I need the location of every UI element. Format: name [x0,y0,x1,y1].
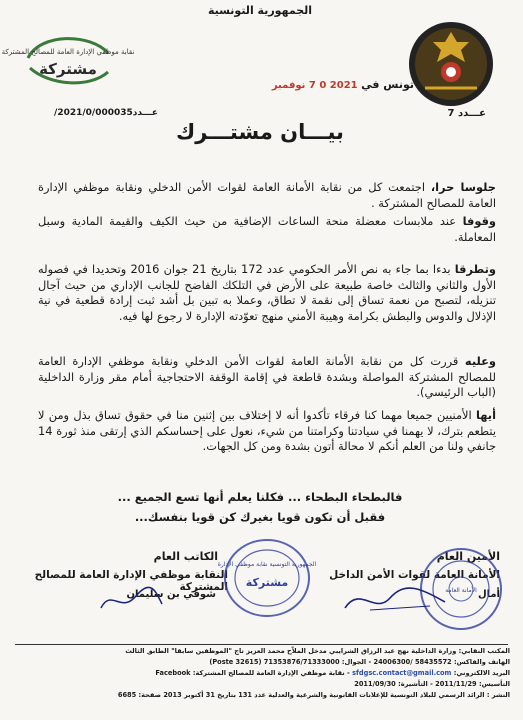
paragraph-5-lead: أيها [476,408,496,422]
footer-founding: التأسيس: 2011/11/29 - التأشيرة: 2011/09/30 [354,680,510,688]
signature-right [340,580,450,620]
paragraph-2 [38,214,496,245]
footer-facebook: - نقابة موظفي الإدارة العامة للمصالح المشتركة: Facebook [155,669,353,677]
paragraph-3-lead: وتطرقا [454,262,497,276]
union-stamp [217,536,317,620]
paragraph-4 [38,354,496,401]
general-writer-title: الكاتب العام [153,550,218,563]
paragraph-4-lead: وعليه [464,354,496,368]
paragraph-1-lead: جلوسا حرا، [430,180,496,194]
slogan-1: فالبطحاء البطحاء ... فكلنا يعلم أنها تسع الجميع ... [117,490,403,504]
secretary-general-name: أمال [477,589,500,600]
union-logo-text: نقابة موظفي الإدارة العامة للمصالح المشتركة [1,48,135,56]
paragraph-1-text: اجتمعت كل من نقابة الأمانة العامة لقوات الأمن الدخلي ونقابة موظفي الإدارة العامة للمصالح المشتركة . [38,180,496,210]
reference-number-right: عـــدد 7 [447,108,486,119]
slogan-2: فقبل أن تكون قويا بغيرك كن قويا بنفسك... [134,510,386,524]
footer-phone: الهاتف والفاكس: 58435572 /24006300 - الجوال: 71353876/71333000 (Poste 32615) [209,658,510,666]
secretary-general-title: الأمين العام [436,550,500,563]
paragraph-3-text: بدءا بما جاء به نص الأمر الحكومي عدد 172 بتاريخ 21 جوان 2016 وتحديدا في فصوله الأول والثاني والثالث خاصة طبيعة على الأرض في التلكك الفاضح للجانب الإداري من حيث آجال تنزيله، لتصبح من نعمة تساق إلى نقمة لا تطاق، وعملا به تبين بل أشد ثبت إرادة قطعية في نية الإذلال والدوس والبطش بكرامة وهيبة الأمني منهج تعوّدته الإدارة لا رجوع لها فيه. [38,262,496,323]
footer-address: المكتب النقابي: وزارة الداخلية نهج عبد الرزاق الشرايبي مدخل الملاّح محمد العزيز تاج "الموظفين سابقا" الطابق الثالث [125,647,510,655]
date-city: تونس في [361,78,414,91]
paragraph-5-text: الأمنيين جميعا مهما كنا فرقاء تأكدوا أنه لا إختلاف بين إثنين منا في حقوق تساق بذل ومن لا يتطعم بترك، لا يهمنا في سيادتنا وكرامتنا من شيء، نعول على إحساسكم الذي إرتقى منذ ثورة 14 جانفي ولنا من العلم أنكم لا محالة أتون بشدة ومن كل الجهات. [38,408,496,454]
footer-email-link[interactable]: sfdgsc.contact@gmail.com [352,669,452,677]
union-stamp-word: مشتركة [245,576,289,589]
republic-header: الجمهورية التونسية [207,4,313,17]
signature-left [96,584,166,618]
reference-number-left: عـــدد2021/0/000035/ [54,108,158,118]
footer-email-label: البريد الالكتروني: [451,669,510,677]
general-writer-org: النقابة موظفي الإدارة العامة للمصالح المشتركة [34,569,228,593]
paragraph-4-text: قررت كل من نقابة الأمانة العامة لقوات الأمن الدخلي ونقابة موظفي الإدارة العامة للمصالح المشتركة المواصلة وبشدة قاطعة في إقامة الوقفة الاحتجاجية أمام مقر وزارة الداخلية (الباب الرئيسي). [38,354,496,400]
paragraph-1 [38,180,496,211]
footer-divider [15,644,508,645]
footer-publication: النشر : الرائد الرسمي للبلاد التونسية للإعلانات القانونية والشرعية والعدلية عدد 131 بتاريخ 31 أكتوبر 2013 صفحة: 6685 [117,691,510,699]
union-logo [1,28,135,100]
union-logo-word: مشتركة [39,60,97,78]
general-writer-name: شوقي بن سليمان [126,589,216,600]
footer-email-line [12,669,510,678]
paragraph-5 [38,408,496,455]
paragraph-3 [38,262,496,324]
date-line [236,78,414,91]
date-stamp: 2021 0 7 نوفمبر [271,80,358,91]
secretary-general-org: الأمانة العامة لقوات الأمن الداخل [329,569,500,581]
paragraph-2-text: عند ملابسات معضلة منحة الساعات الإضافية من حيث الكيف والقيمة المادية وسبل المعاملة. [38,214,496,244]
security-emblem [405,18,497,114]
paragraph-2-lead: وقوفا [462,214,496,228]
secretariat-stamp-text: الأمانة العامة [445,587,477,594]
union-stamp-text: الجمهورية التونسية نقابة موظفي الإدارة [217,561,317,568]
document-title: بيـــان مشتـــرك [176,120,344,144]
